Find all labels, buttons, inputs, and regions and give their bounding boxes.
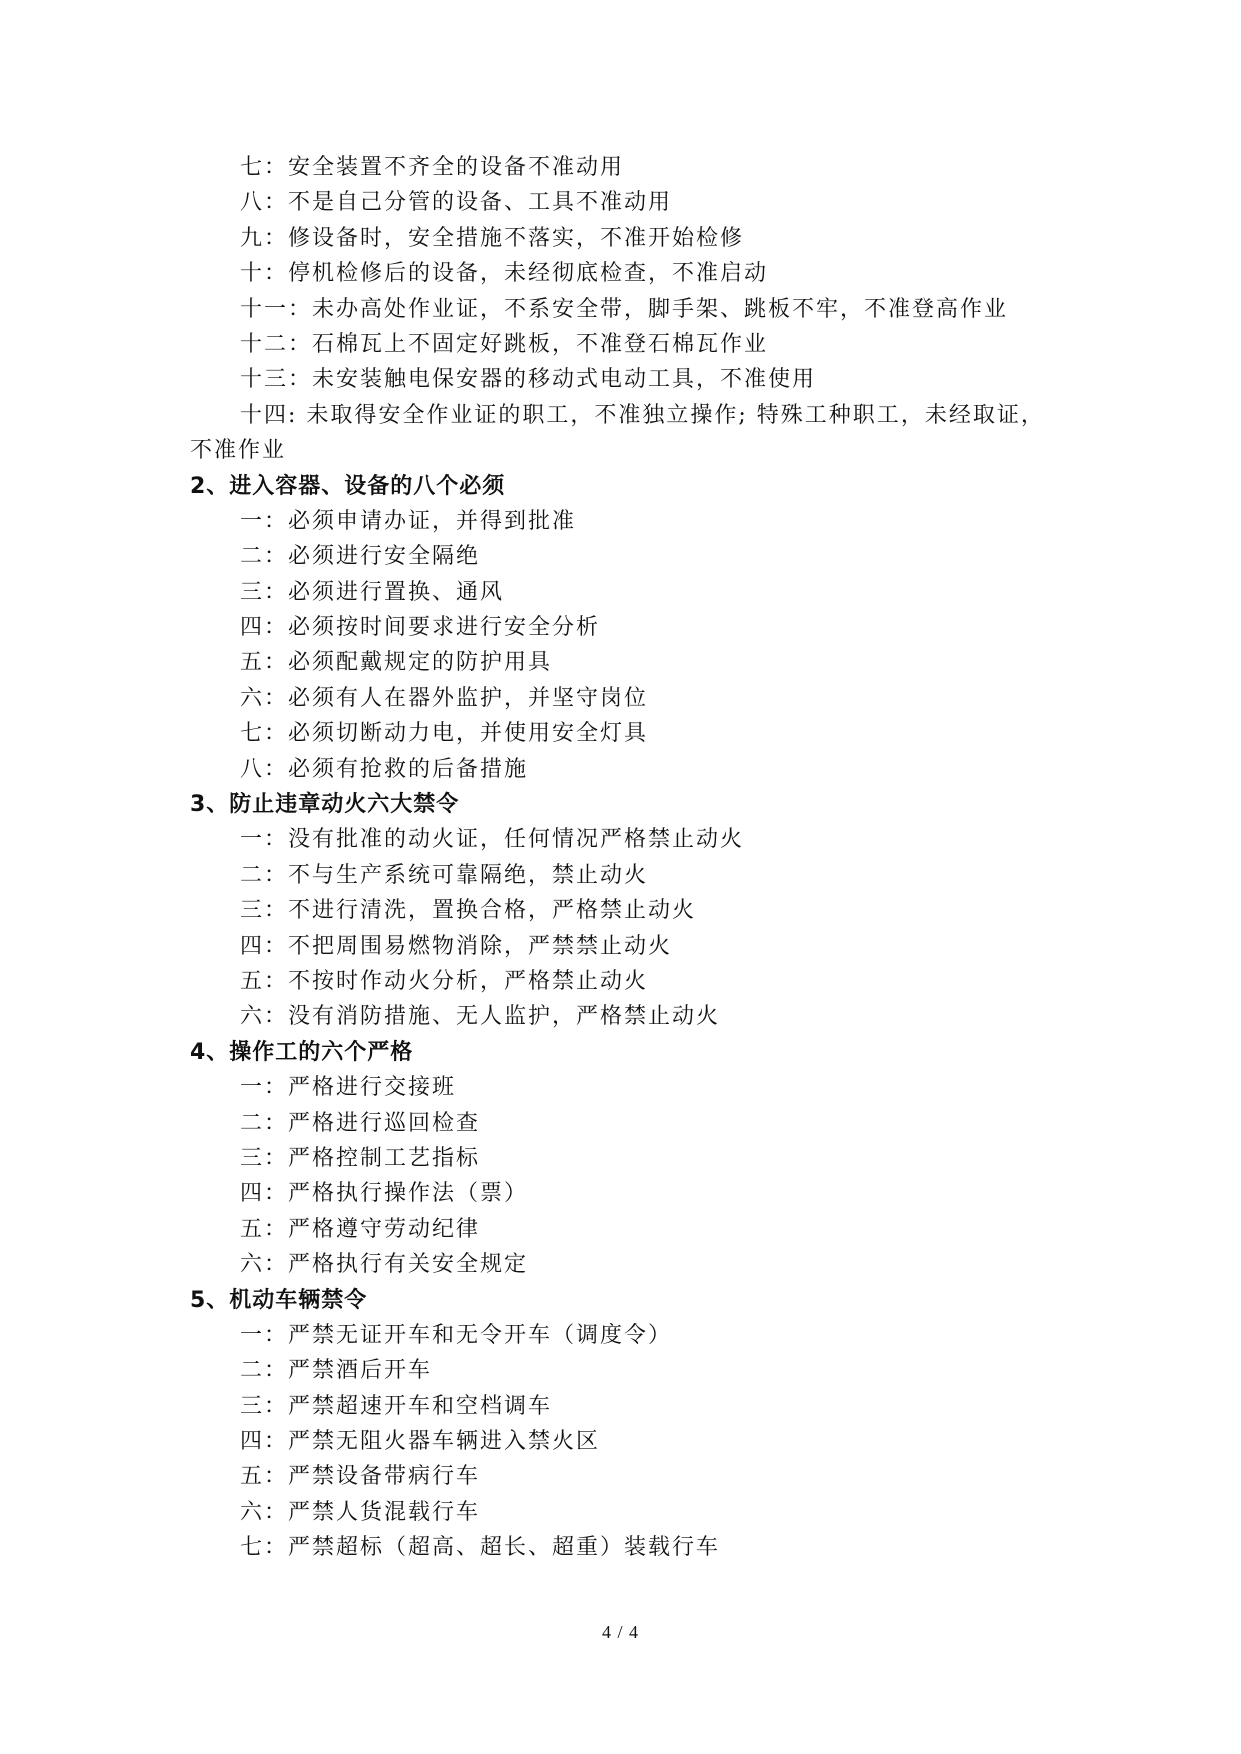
section-2 <box>190 469 1070 788</box>
list-item: 二：不与生产系统可靠隔绝，禁止动火 <box>240 862 649 888</box>
list-item: 六：严禁人货混载行车 <box>240 1499 481 1525</box>
list-item: 一：严禁无证开车和无令开车（调度令） <box>240 1322 673 1348</box>
list-item: 七：安全装置不齐全的设备不准动用 <box>240 155 625 180</box>
section-heading: 4、操作工的六个严格 <box>190 1039 414 1065</box>
section-heading: 2、进入容器、设备的八个必须 <box>190 473 506 499</box>
continued-list <box>190 150 1070 469</box>
list-item: 五：严格遵守劳动纪律 <box>240 1216 481 1242</box>
list-item: 六：必须有人在器外监护，并坚守岗位 <box>240 685 649 711</box>
list-item: 二：必须进行安全隔绝 <box>240 544 481 570</box>
list-item: 三：不进行清洗，置换合格，严格禁止动火 <box>240 898 697 924</box>
list-item: 三：严禁超速开车和空档调车 <box>240 1393 553 1419</box>
list-item-wrapped-tail: 不准作业 <box>190 438 287 464</box>
list-item: 八：必须有抢救的后备措施 <box>240 756 529 782</box>
list-item: 二：严格进行巡回检查 <box>240 1110 481 1136</box>
list-item: 九：修设备时，安全措施不落实，不准开始检修 <box>240 225 745 251</box>
section-4 <box>190 1035 1070 1283</box>
list-item: 五：严禁设备带病行车 <box>240 1464 481 1490</box>
document-body <box>190 150 1070 1566</box>
list-item: 三：必须进行置换、通风 <box>240 579 505 605</box>
section-5 <box>190 1283 1070 1566</box>
list-item: 一：没有批准的动火证，任何情况严格禁止动火 <box>240 827 745 853</box>
list-item: 四：严格执行操作法（票） <box>240 1181 529 1207</box>
list-item: 十：停机检修后的设备，未经彻底检查，不准启动 <box>240 261 769 287</box>
list-item: 一：严格进行交接班 <box>240 1075 457 1101</box>
list-item: 一：必须申请办证，并得到批准 <box>240 508 577 534</box>
list-item: 十一：未办高处作业证，不系安全带，脚手架、跳板不牢，不准登高作业 <box>240 296 1009 322</box>
list-item: 四：不把周围易燃物消除，严禁禁止动火 <box>240 933 673 959</box>
list-item: 六：严格执行有关安全规定 <box>240 1252 529 1278</box>
list-item: 十二：石棉瓦上不固定好跳板，不准登石棉瓦作业 <box>240 331 769 357</box>
list-item: 七：严禁超标（超高、超长、超重）装载行车 <box>240 1535 721 1561</box>
list-item: 二：严禁酒后开车 <box>240 1358 433 1384</box>
list-item: 十三：未安装触电保安器的移动式电动工具，不准使用 <box>240 367 817 393</box>
list-item: 六：没有消防措施、无人监护，严格禁止动火 <box>240 1004 721 1030</box>
section-heading: 5、机动车辆禁令 <box>190 1287 368 1313</box>
section-3 <box>190 787 1070 1035</box>
list-item: 八：不是自己分管的设备、工具不准动用 <box>240 190 673 216</box>
list-item: 三：严格控制工艺指标 <box>240 1145 481 1171</box>
page-number: 4 / 4 <box>601 1622 639 1642</box>
list-item: 五：不按时作动火分析，严格禁止动火 <box>240 968 649 994</box>
list-item: 七：必须切断动力电，并使用安全灯具 <box>240 721 649 747</box>
list-item: 五：必须配戴规定的防护用具 <box>240 650 553 676</box>
section-heading: 3、防止违章动火六大禁令 <box>190 792 460 818</box>
list-item: 四：必须按时间要求进行安全分析 <box>240 615 601 641</box>
list-item: 四：严禁无阻火器车辆进入禁火区 <box>240 1429 601 1455</box>
list-item: 十四: 未取得安全作业证的职工，不准独立操作; 特殊工种职工，未经取证， <box>240 402 1045 428</box>
